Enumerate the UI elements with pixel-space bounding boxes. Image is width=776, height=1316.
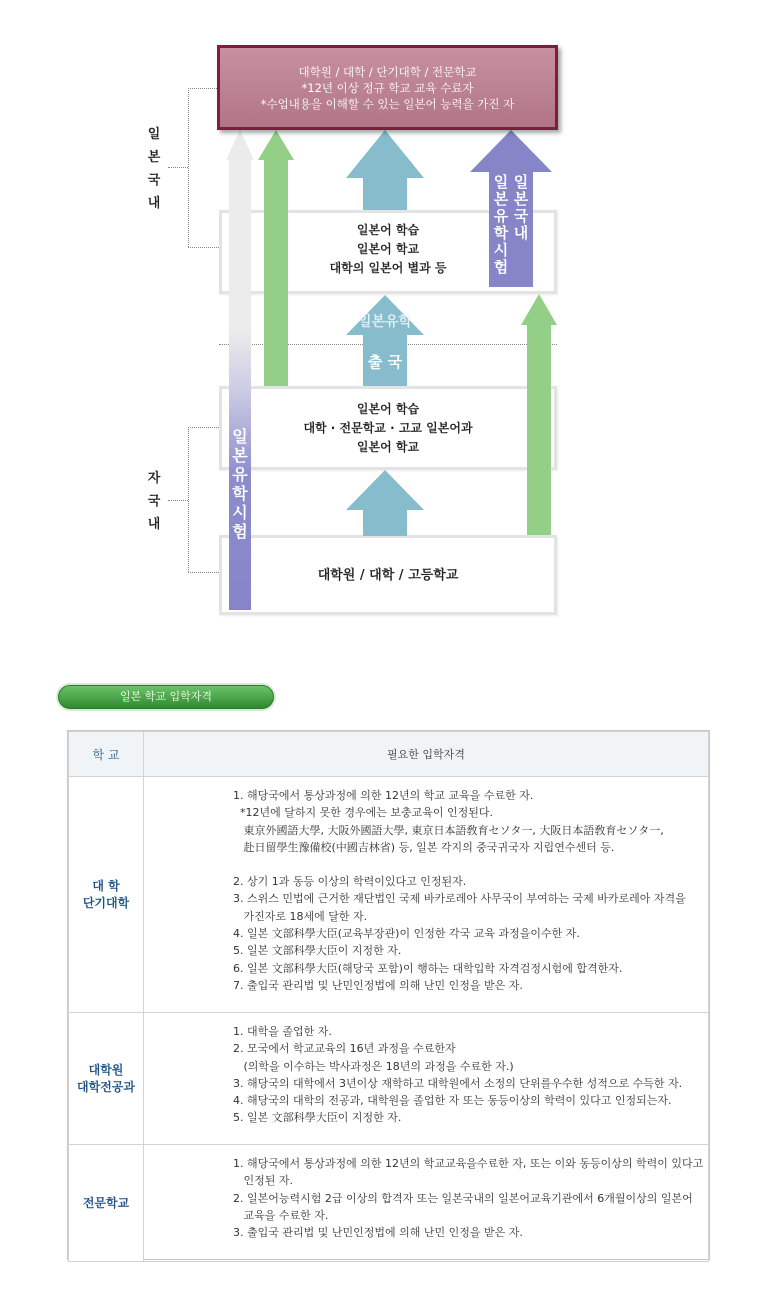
requirements-graduate	[144, 1013, 709, 1145]
requirement-line: *12년에 달하지 못한 경우에는 보충교육이 인정된다.	[233, 806, 493, 820]
requirement-line: 7. 출입국 관리법 및 난민인정법에 의해 난민 인정을 받은 자.	[233, 978, 523, 992]
connector-line	[188, 88, 217, 89]
study-abroad-label: 일본유학	[357, 314, 413, 330]
home-box-line: 일본어 학습	[356, 402, 420, 416]
home-school-text: 대학원 / 대학 / 고등학교	[317, 568, 459, 583]
blue-arrow-lower	[346, 470, 424, 536]
connector-line	[168, 500, 188, 501]
requirement-line: 교육을 수료한 자.	[233, 1208, 329, 1222]
connector-line	[188, 247, 219, 248]
top-box-line: *수업내용을 이해할 수 있는 일본어 능력을 가진 자	[260, 97, 515, 111]
table-row	[69, 1013, 709, 1145]
school-type-vocational: 전문학교	[69, 1145, 144, 1262]
destination-schools-box	[217, 45, 558, 130]
requirement-line: 5. 일본 文部科學大臣이 지정한 자.	[233, 1111, 402, 1125]
exam-japan-label-col2: 일 본 국 내	[513, 173, 529, 242]
requirement-line: 1. 해당국에서 통상과정에 의한 12년의 학교교육을수료한 자, 또는 이와 동등이상의 학력이 있다고	[233, 1157, 704, 1170]
connector-line	[168, 167, 188, 168]
school-type-university: 대 학 단기대학	[69, 777, 144, 1013]
requirement-line: 3. 스위스 민법에 근거한 재단법인 국제 바카로레아 사무국이 부여하는 국제 바카로레아 자격을	[233, 892, 686, 906]
top-box-line: *12년 이상 정규 학교 교육 수료자	[301, 81, 474, 95]
requirement-line: 3. 출입국 관리법 및 난민인정법에 의해 난민 인정을 받은 자.	[233, 1226, 523, 1240]
requirement-line: 1. 대학을 졸업한 자.	[233, 1025, 332, 1038]
connector-line	[188, 572, 219, 573]
home-school-box	[219, 535, 557, 615]
requirement-line: 가진자로 18세에 달한 자.	[233, 909, 368, 923]
section-title-admission-requirements: 일본 학교 입학자격	[58, 685, 274, 709]
requirement-line: 2. 상기 1과 동등 이상의 학력이있다고 인정된자.	[233, 875, 467, 889]
connector-line	[188, 88, 189, 247]
green-arrow-left	[258, 130, 294, 386]
requirement-line: 1. 해당국에서 통상과정에 의한 12년의 학교 교육을 수료한 자.	[233, 789, 534, 802]
green-arrow-right	[521, 294, 557, 535]
requirement-line: 6. 일본 文部科學大臣(해당국 포함)이 행하는 대학입학 자격검정시험에 합격한자.	[233, 961, 623, 975]
top-box-line: 대학원 / 대학 / 단기대학 / 전문학교	[298, 65, 477, 79]
requirement-line: 4. 해당국의 대학의 전공과, 대학원을 졸업한 자 또는 동등이상의 학력이 있다고 인정되는자.	[233, 1094, 672, 1108]
connector-line	[188, 427, 189, 572]
school-type-graduate: 대학원 대학전공과	[69, 1013, 144, 1145]
requirement-line: 4. 일본 文部科學大臣(교육부장관)이 인정한 각국 교육 과정을이수한 자.	[233, 927, 580, 941]
side-label-japan: 일 본 국 내	[147, 127, 161, 211]
requirement-line: 3. 해당국의 대학에서 3년이상 재학하고 대학원에서 소정의 단위를우수한 성적으로 수득한 자.	[233, 1076, 683, 1090]
header-requirements: 필요한 입학자격	[144, 732, 709, 777]
admission-requirements-table	[67, 730, 710, 1260]
table-header-row	[69, 732, 709, 777]
requirement-line: (의학을 이수하는 박사과정은 18년의 과정을 수료한 자.)	[233, 1059, 514, 1073]
home-box-line: 일본어 학교	[356, 440, 420, 454]
blue-arrow-upper	[346, 130, 424, 210]
requirement-spacer	[233, 856, 708, 873]
japan-box-line: 일본어 학교	[356, 242, 420, 256]
home-box-line: 대학 · 전문학교 · 고교 일본어과	[303, 421, 473, 435]
home-study-box	[219, 386, 557, 470]
side-label-home-country: 자 국 내	[147, 471, 161, 532]
japan-box-line: 대학의 일본어 별과 등	[329, 261, 447, 275]
header-school: 학 교	[69, 732, 144, 777]
connector-line	[188, 427, 219, 428]
departure-label: 출 국	[367, 353, 403, 371]
requirement-line: 2. 모국에서 학교교육의 16년 과정을 수료한자	[233, 1042, 456, 1056]
requirement-line: 인정된 자.	[233, 1174, 293, 1188]
requirement-line: 赴日留學生豫備校(中國吉林省) 등, 일본 각지의 중국귀국자 지립연수센터 등.	[233, 840, 615, 854]
exam-japan-label-col1: 일 본 유 학 시 험	[493, 173, 509, 276]
requirements-university	[144, 777, 709, 1013]
requirement-line: 東京外國語大學, 大阪外國語大學, 東京日本語敎育セソタ一, 大阪日本語敎育セソタ一,	[233, 823, 664, 837]
blue-arrow-departure	[346, 295, 424, 386]
table-row	[69, 1145, 709, 1262]
table-row	[69, 777, 709, 1013]
japan-box-line: 일본어 학습	[356, 223, 420, 237]
requirement-line: 2. 일본어능력시험 2급 이상의 합격자 또는 일본국내의 일본어교육기관에서 6개월이상의 일본어	[233, 1191, 693, 1205]
requirements-vocational	[144, 1145, 709, 1262]
exam-tall-label: 일 본 유 학 시 험	[232, 427, 248, 541]
requirement-line: 5. 일본 文部科學大臣이 지정한 자.	[233, 944, 402, 958]
